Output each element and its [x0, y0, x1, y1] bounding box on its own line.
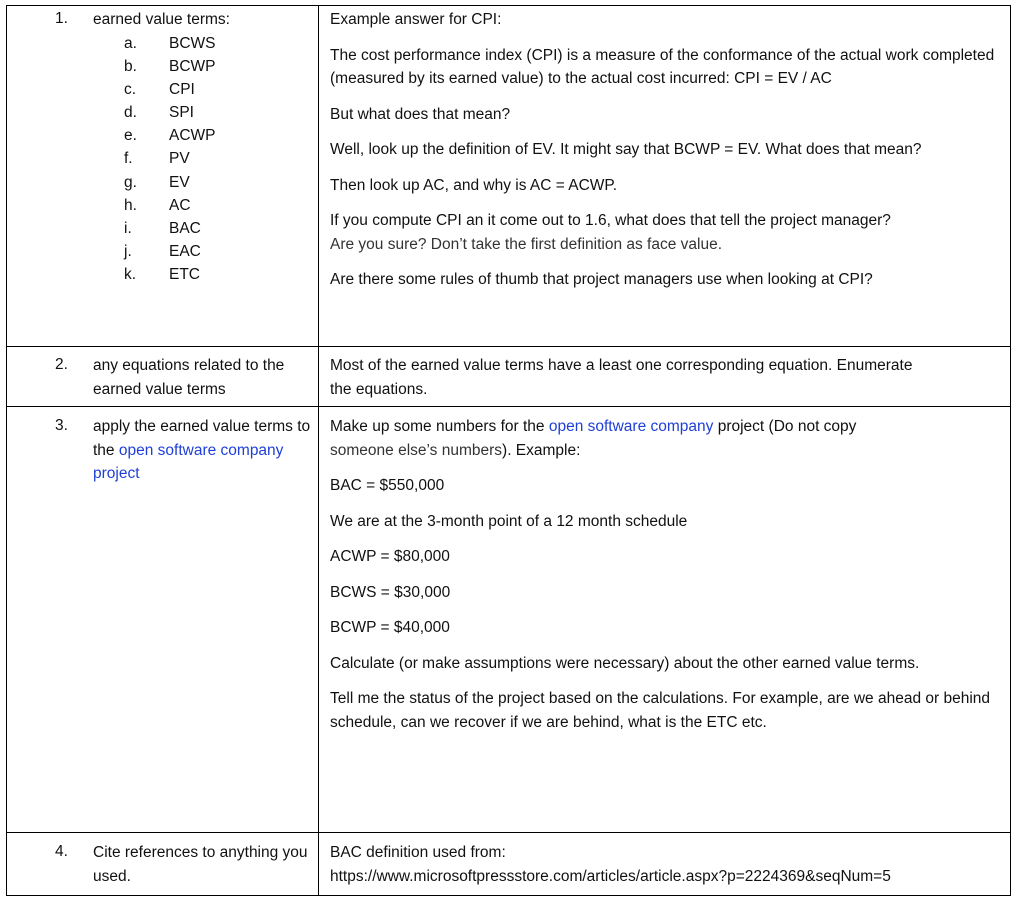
row-4-left-cell — [7, 833, 318, 895]
term-name: ETC — [169, 266, 200, 283]
term-name: ACWP — [169, 127, 216, 144]
term-name: BCWP — [169, 58, 216, 75]
bcws-value: BCWS = $30,000 — [330, 583, 451, 601]
intro-pre: Make up some numbers for the — [330, 418, 549, 435]
row-2-left-cell — [7, 347, 318, 406]
cpi-heading: Example answer for CPI: — [330, 11, 502, 28]
assignment-table — [6, 5, 1011, 896]
project-intro — [330, 415, 1010, 462]
row-number: 4. — [55, 843, 68, 860]
row-4-right-cell — [319, 833, 1010, 895]
cpi-rules-of-thumb: Are there some rules of thumb that project managers use when looking at CPI? — [330, 271, 873, 288]
intro-muted: someone else’s numbers — [330, 441, 503, 459]
schedule-point: We are at the 3-month point of a 12 month schedule — [330, 512, 688, 530]
row-1-right-cell — [319, 6, 1010, 346]
row-3-label-text: apply the earned value terms to the — [93, 418, 311, 459]
term-name: EAC — [169, 243, 201, 260]
bcwp-value: BCWP = $40,000 — [330, 619, 450, 636]
bac-value: BAC = $550,000 — [330, 477, 445, 494]
reference-url[interactable]: https://www.microsoftpressstore.com/articles/article.aspx?p=2224369&seqNum=5 — [330, 867, 891, 885]
term-letter: c. — [124, 81, 137, 98]
term-name: SPI — [169, 104, 194, 121]
term-name: BAC — [169, 220, 201, 237]
row-3-label — [93, 415, 315, 486]
cpi-definition: The cost performance index (CPI) is a measure of the conformance of the actual work completed (measured by its earned value) to the actual cost incurred: CPI = EV / AC — [330, 46, 995, 87]
cpi-example — [330, 8, 1010, 304]
term-name: EV — [169, 174, 190, 191]
term-name: AC — [169, 197, 191, 214]
term-letter: i. — [124, 220, 132, 237]
row-2-label: any equations related to the earned value terms — [93, 357, 285, 398]
row-3-right-cell — [319, 407, 1010, 832]
row-2-right-cell — [319, 347, 1010, 406]
equations-instruction: Most of the earned value terms have a least one corresponding equation. Enumerate the equations. — [330, 357, 913, 398]
intro-line-1 — [330, 415, 1010, 439]
term-name: CPI — [169, 81, 195, 98]
cpi-caution: Are you sure? Don’t take the first definition as face value. — [330, 235, 723, 253]
row-4-label: Cite references to anything you used. — [93, 844, 308, 885]
open-software-company-link[interactable]: open software company — [548, 418, 714, 435]
intro-post: project (Do not copy — [713, 418, 857, 435]
row-1-label: earned value terms: — [93, 11, 230, 28]
term-letter: g. — [124, 174, 137, 191]
row-number: 3. — [55, 417, 68, 434]
cpi-interpretation — [330, 209, 1010, 256]
calculate-instruction: Calculate (or make assumptions were necessary) about the other earned value terms. — [330, 654, 920, 672]
cpi-value-question: If you compute CPI an it come out to 1.6, what does that tell the project manager? — [330, 212, 891, 229]
term-letter: a. — [124, 35, 137, 52]
term-name: BCWS — [169, 35, 216, 52]
term-letter: h. — [124, 197, 137, 214]
intro-line-2 — [330, 439, 1010, 463]
row-1-left-cell — [7, 6, 318, 346]
term-name: PV — [169, 150, 190, 167]
term-letter: f. — [124, 150, 133, 167]
status-instruction: Tell me the status of the project based on the calculations. For example, are we ahead or behind schedule, can we recover if we are behind, what is the ETC etc. — [330, 690, 990, 731]
ac-lookup: Then look up AC, and why is AC = ACWP. — [330, 176, 618, 194]
cpi-question: But what does that mean? — [330, 105, 511, 123]
reference-label: BAC definition used from: — [330, 844, 506, 861]
acwp-value: ACWP = $80,000 — [330, 548, 450, 565]
open-software-company-link[interactable]: open software company project — [93, 441, 284, 482]
term-letter: b. — [124, 58, 137, 75]
term-letter: d. — [124, 104, 137, 121]
references — [330, 841, 1010, 888]
row-number: 1. — [55, 10, 68, 27]
term-letter: e. — [124, 127, 137, 144]
term-letter: k. — [124, 266, 137, 283]
row-number: 2. — [55, 356, 68, 373]
term-letter: j. — [124, 243, 132, 260]
intro-end: ). Example: — [502, 441, 581, 459]
project-example — [330, 415, 1010, 746]
ev-lookup: Well, look up the definition of EV. It might say that BCWP = EV. What does that mean? — [330, 141, 922, 158]
row-3-left-cell — [7, 407, 318, 832]
